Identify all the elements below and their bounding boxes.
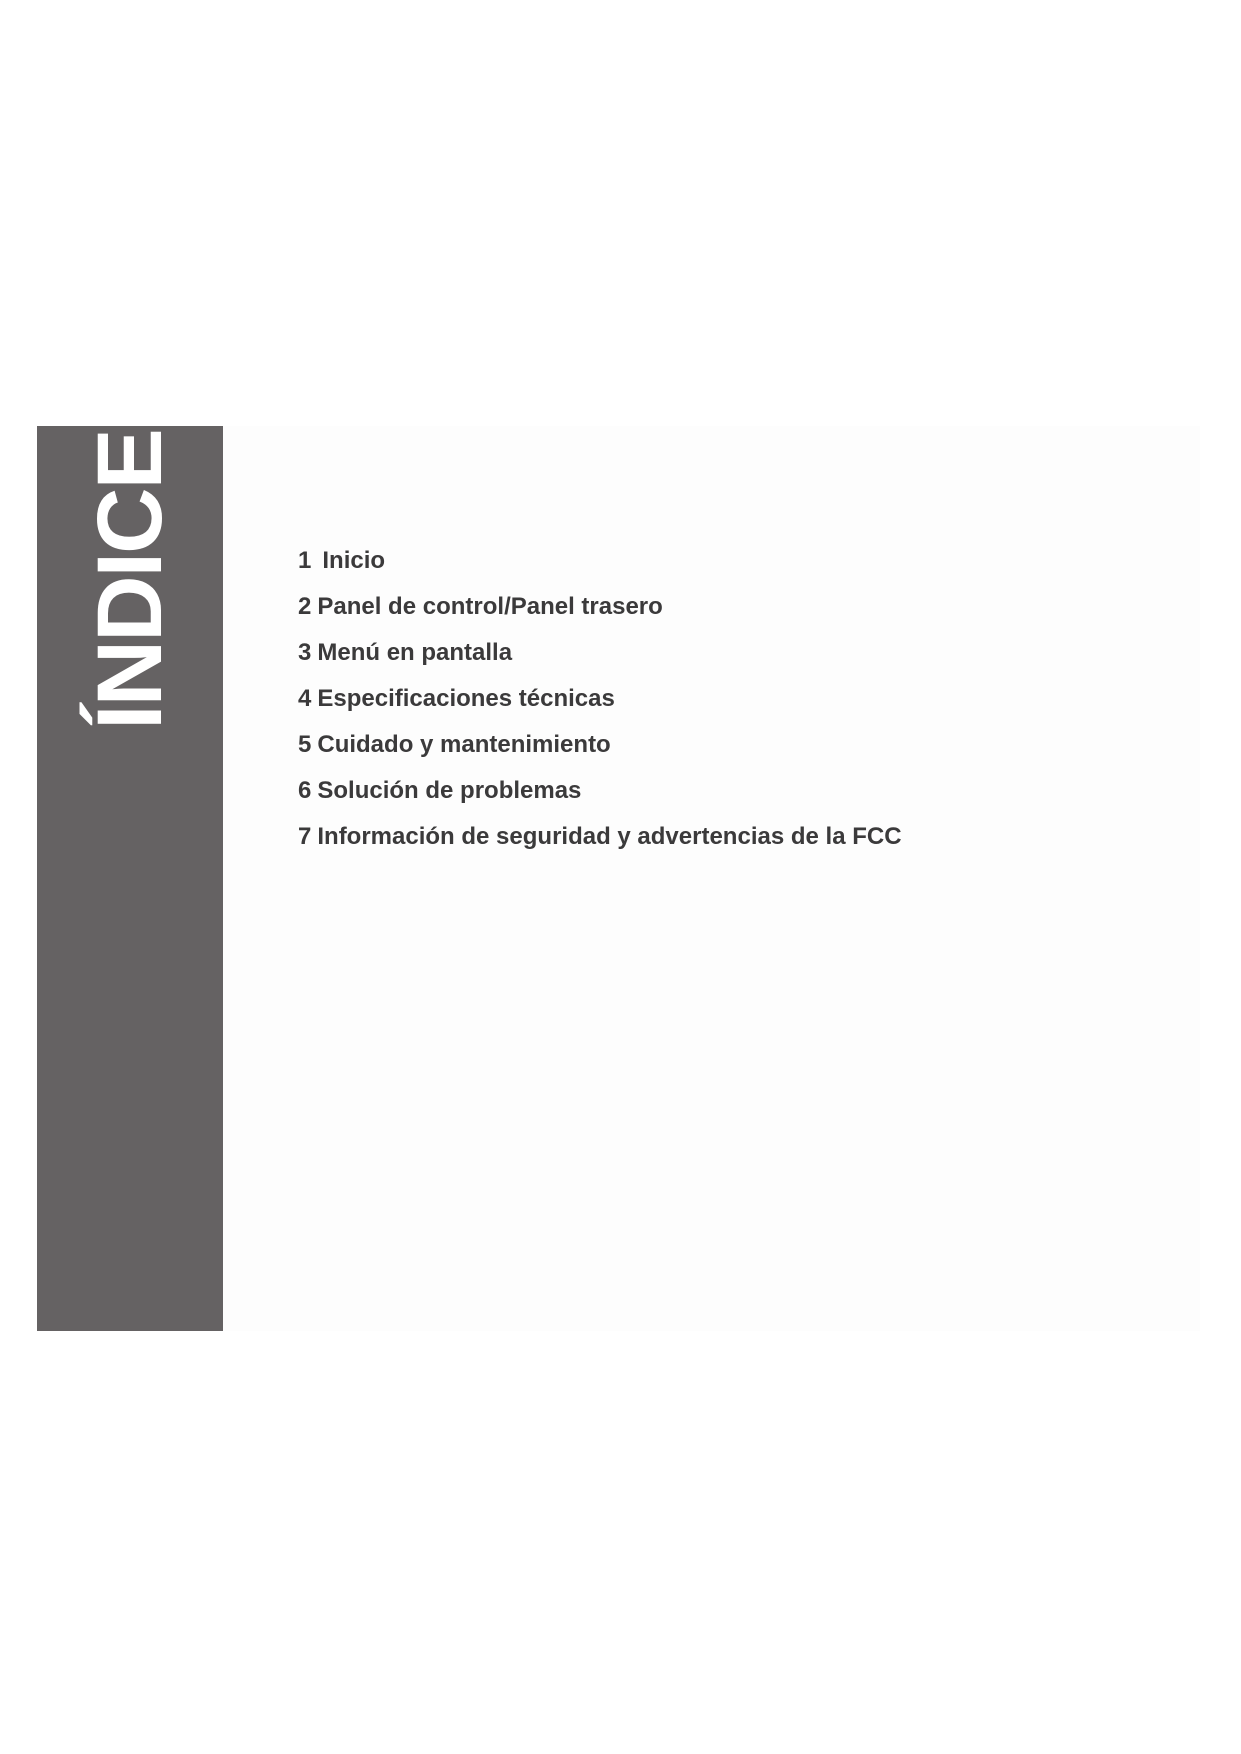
toc-item-solucion[interactable] (298, 773, 902, 819)
toc-label: Menú en pantalla (317, 639, 513, 666)
toc-number: 6 (298, 777, 312, 804)
toc-item-inicio[interactable] (298, 543, 902, 589)
toc-number: 1 (298, 547, 312, 574)
toc-label: Información de seguridad y advertencias de la FCC (317, 823, 902, 850)
toc-number: 2 (298, 593, 312, 620)
toc-number: 5 (298, 731, 312, 758)
toc-item-menu-en-pantalla[interactable] (298, 635, 902, 681)
toc-item-seguridad[interactable] (298, 819, 902, 865)
toc-item-cuidado[interactable] (298, 727, 902, 773)
toc-label: Solución de problemas (317, 777, 582, 804)
section-title: ÍNDICE (79, 430, 181, 730)
toc-item-especificaciones[interactable] (298, 681, 902, 727)
toc-label: Inicio (322, 547, 386, 574)
toc-label: Panel de control/Panel trasero (317, 593, 663, 620)
toc-label: Cuidado y mantenimiento (317, 731, 611, 758)
toc-number: 3 (298, 639, 312, 666)
toc-number: 7 (298, 823, 312, 850)
toc-label: Especificaciones técnicas (317, 685, 615, 712)
table-of-contents (298, 543, 902, 865)
toc-item-panel-de-control[interactable] (298, 589, 902, 635)
toc-number: 4 (298, 685, 312, 712)
